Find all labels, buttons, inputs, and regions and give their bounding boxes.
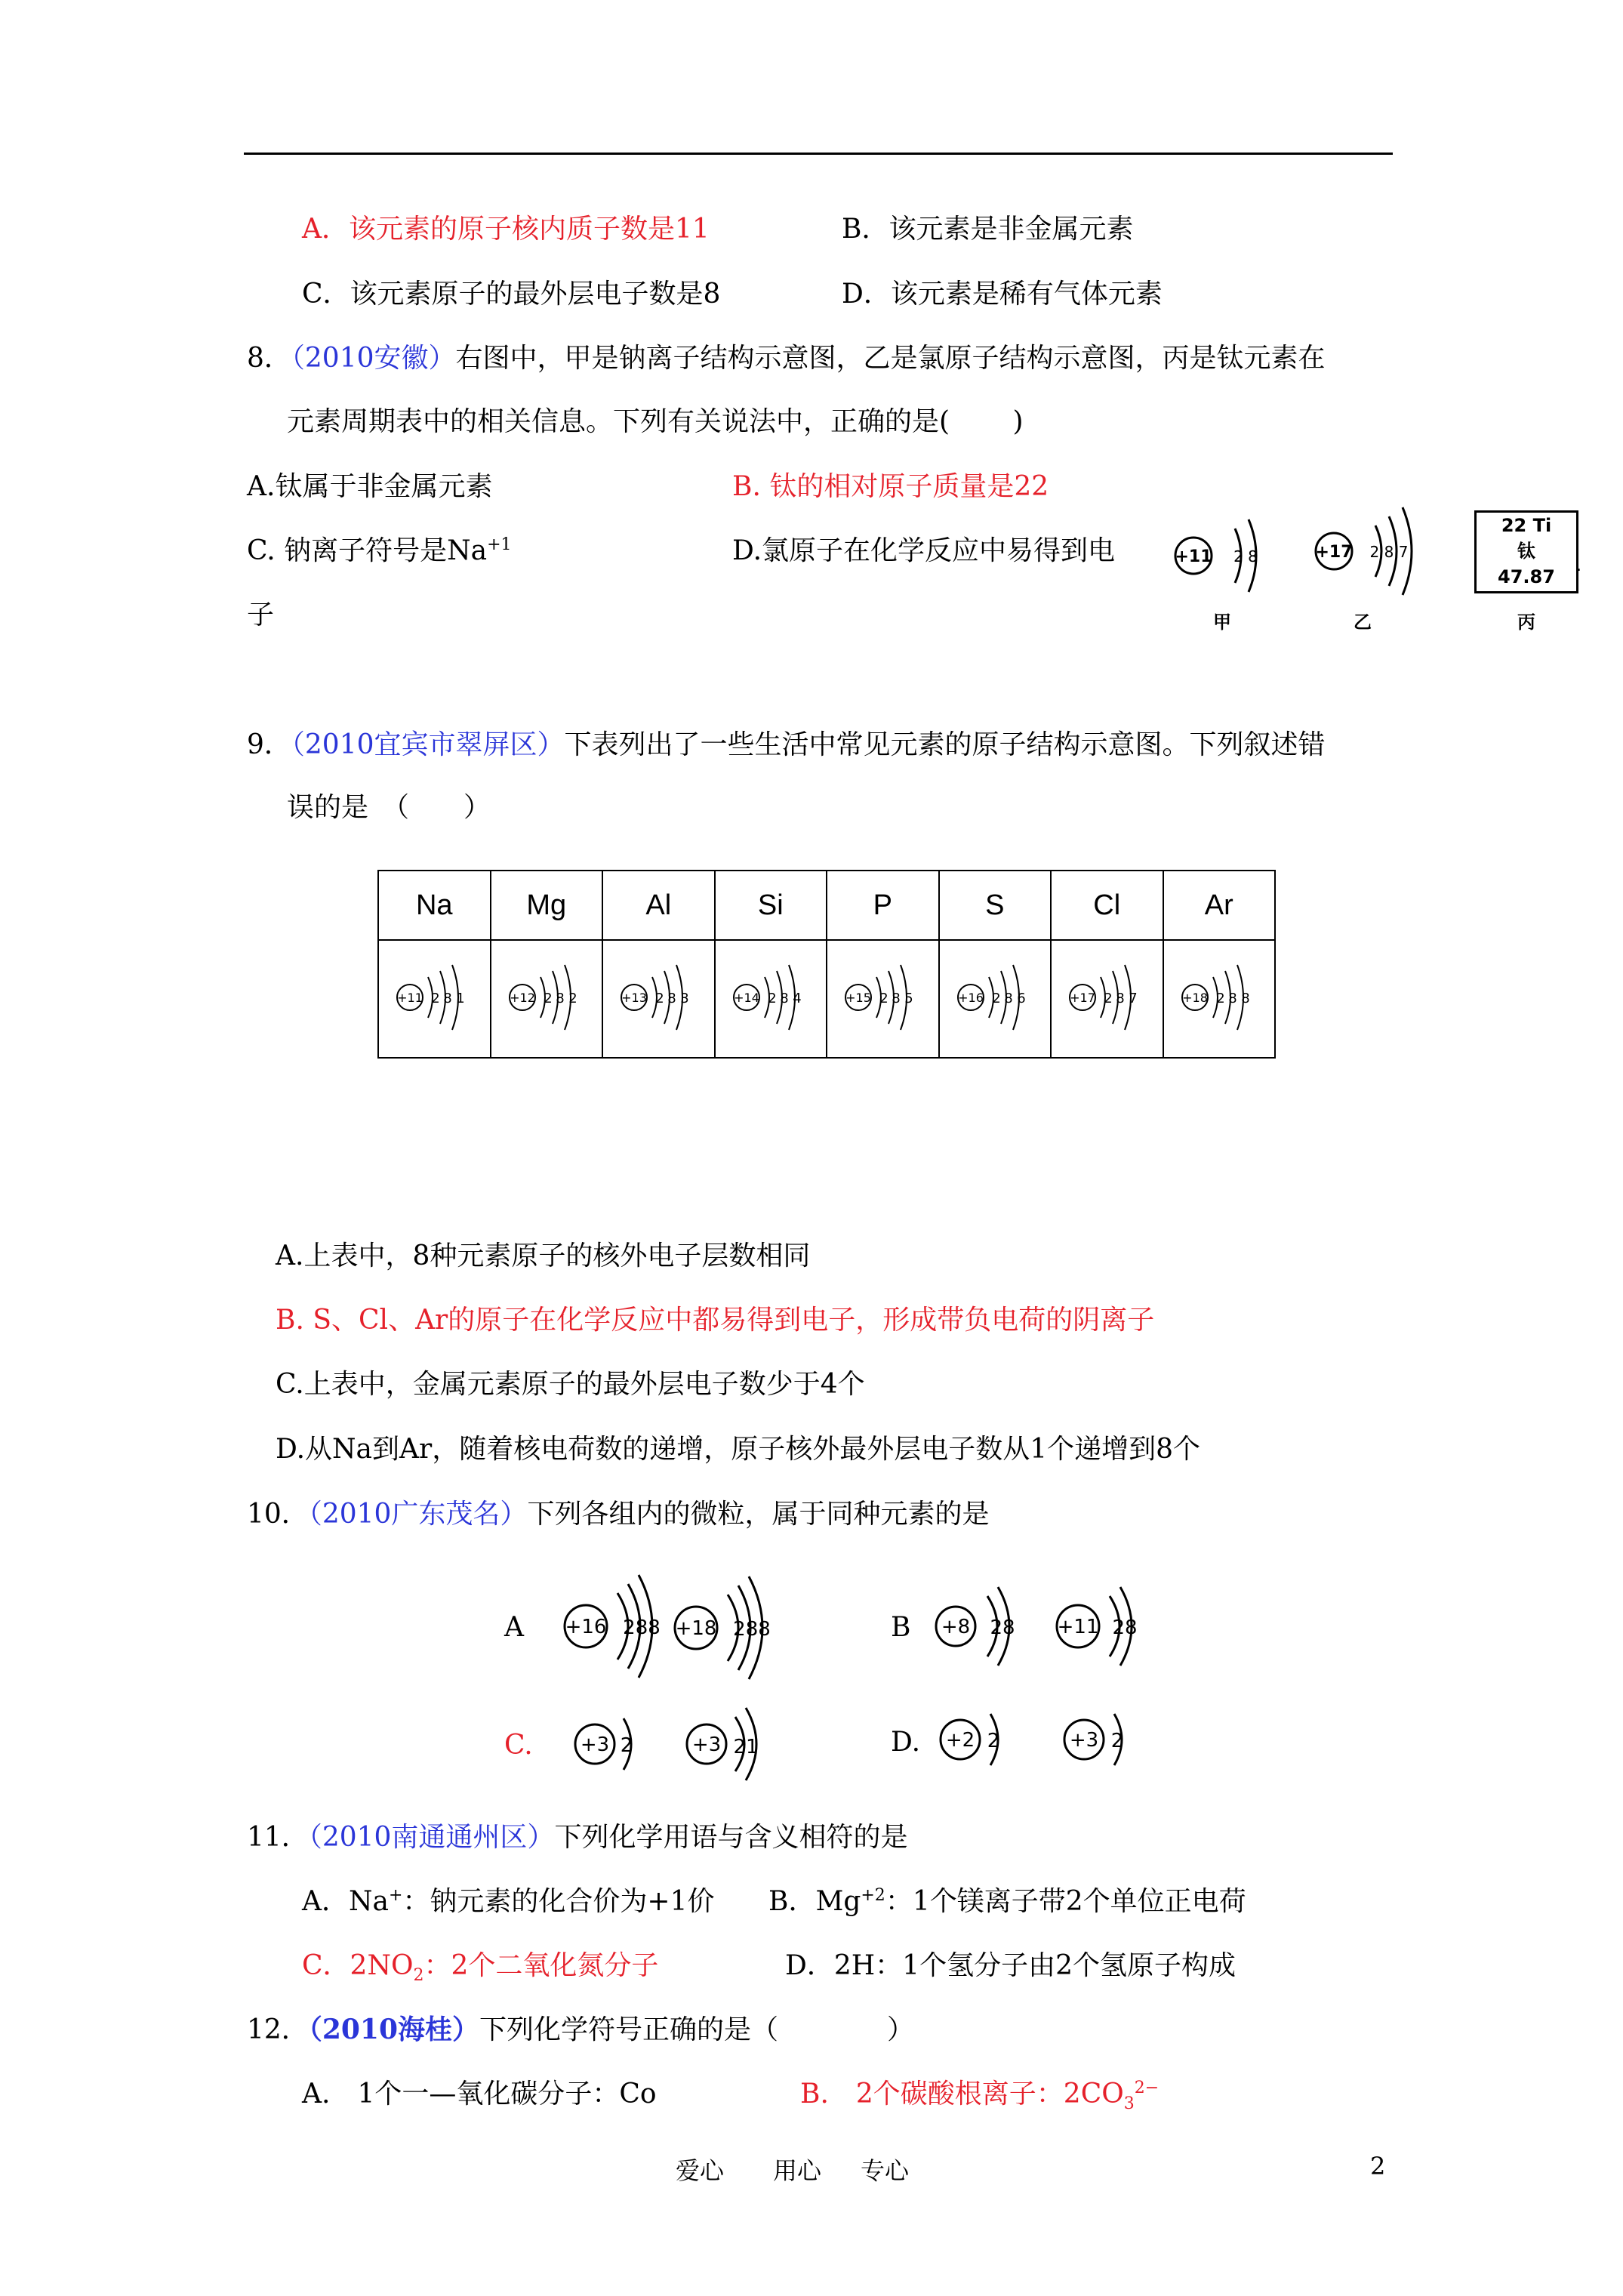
q12-option-a: A. 1个一—氧化碳分子：Co — [302, 2079, 657, 2110]
b2-nucleus: +11 — [1057, 1616, 1099, 1638]
bing-label: 丙 — [1517, 612, 1535, 633]
q11-a-charge: + — [388, 1886, 403, 1905]
q7-option-d: D．该元素是稀有气体元素 — [842, 279, 1163, 310]
atom-nucleus: +18 — [1181, 991, 1208, 1005]
q11-a-meaning: ：钠元素的化合价为+1价 — [402, 1886, 715, 1917]
q11-number: 11． — [247, 1822, 309, 1853]
q9-option-a: A.上表中，8种元素原子的核外电子层数相同 — [276, 1240, 811, 1271]
d1-shells: 2 — [987, 1730, 1000, 1752]
shell-electrons: 8 — [892, 991, 901, 1006]
shell-electrons: 2 — [544, 991, 553, 1006]
shell-electrons: 8 — [1004, 991, 1013, 1006]
shell-electrons: 8 — [443, 991, 452, 1006]
shell-electrons: 2 — [1216, 991, 1225, 1006]
atom-diagram — [389, 956, 479, 1039]
q9-number: 9． — [247, 729, 291, 760]
element-diagram-cell — [491, 940, 603, 1058]
c2-shells: 21 — [733, 1736, 759, 1758]
q12-b-subscript: 3 — [1123, 2094, 1135, 2114]
q8-option-d-cont: 子 — [247, 599, 275, 630]
shell-electrons: 8 — [1228, 991, 1237, 1006]
ti-name: 钛 — [1517, 541, 1535, 562]
q10-option-d-label: D. — [891, 1727, 921, 1758]
q10-stem — [247, 1498, 989, 1530]
shell-electrons: 8 — [1241, 991, 1250, 1006]
header-rule — [244, 153, 1393, 155]
a2-nucleus: +18 — [675, 1617, 717, 1640]
element-symbol-cell: Si — [715, 871, 827, 940]
q11-option-b — [768, 1885, 1246, 1918]
q11-c-formula: C．2NO — [302, 1950, 414, 1981]
q11-stem-text: 下列化学用语与含义相符的是 — [554, 1822, 908, 1853]
element-diagram-cell — [715, 940, 827, 1058]
q7-option-c: C．该元素原子的最外层电子数是8 — [302, 279, 721, 310]
q11-option-d: D．2H：1个氢分子由2个氢原子构成 — [785, 1950, 1236, 1981]
q8-stem-line2: 元素周期表中的相关信息。下列有关说法中，正确的是( ) — [287, 406, 1024, 437]
shell-electrons: 3 — [680, 991, 689, 1006]
q7-option-a: A．该元素的原子核内质子数是11 — [302, 214, 710, 245]
ti-mass: 47.87 — [1498, 566, 1555, 587]
q8-stem-text: 右图中，甲是钠离子结构示意图，乙是氯原子结构示意图，丙是钛元素在 — [455, 343, 1326, 374]
jia-shells: 2 8 — [1233, 547, 1258, 566]
element-diagram-cell — [1163, 940, 1276, 1058]
shell-electrons: 2 — [431, 991, 440, 1006]
q10-option-b-label: B — [891, 1612, 911, 1643]
q11-source: （2010南通通州区） — [308, 1822, 555, 1853]
atom-nucleus: +17 — [1070, 991, 1096, 1005]
atom-nucleus: +15 — [845, 991, 872, 1005]
element-symbol-row — [378, 871, 1275, 940]
q11-option-a — [302, 1885, 714, 1918]
shell-electrons: 2 — [992, 991, 1001, 1006]
shell-electrons: 5 — [904, 991, 913, 1006]
q11-c-subscript: 2 — [413, 1966, 424, 1986]
d2-nucleus: +3 — [1069, 1729, 1099, 1752]
shell-electrons: 7 — [1129, 991, 1138, 1006]
q8-option-d: D.氯原子在化学反应中易得到电 — [732, 535, 1116, 566]
q9-stem-line2: 误的是 （ ） — [287, 792, 491, 823]
shell-electrons: 8 — [667, 991, 676, 1006]
element-diagram-cell — [827, 940, 939, 1058]
element-diagram-cell — [602, 940, 715, 1058]
element-diagram-cell — [1051, 940, 1163, 1058]
atom-nucleus: +11 — [397, 991, 423, 1005]
element-symbol-cell: Al — [602, 871, 715, 940]
q8-number: 8． — [247, 343, 291, 374]
shell-electrons: 8 — [556, 991, 565, 1006]
shell-electrons: 2 — [768, 991, 777, 1006]
ti-number-symbol: 22 Ti — [1501, 515, 1552, 536]
q12-b-formula: B. 2个碳酸根离子：2CO — [800, 2079, 1124, 2110]
yi-nucleus: +17 — [1315, 543, 1353, 562]
element-diagram-row — [378, 940, 1275, 1058]
a1-nucleus: +16 — [565, 1616, 607, 1638]
q12-stem-text: 下列化学符号正确的是（ ） — [479, 2014, 915, 2045]
q11-c-meaning: ：2个二氧化氮分子 — [423, 1950, 659, 1981]
footer-motto-1: 爱心 — [676, 2156, 725, 2185]
q10-figure — [544, 1563, 1185, 1804]
q9-option-b: B. S、Cl、Ar的原子在化学反应中都易得到电子，形成带负电荷的阴离子 — [276, 1305, 1155, 1336]
b1-shells: 28 — [990, 1616, 1015, 1639]
atom-nucleus: +13 — [621, 991, 648, 1005]
shell-electrons: 1 — [456, 991, 465, 1006]
q12-option-b — [800, 2078, 1159, 2115]
q11-a-formula: A．Na — [302, 1886, 389, 1917]
bing-mark: . — [1576, 556, 1581, 575]
shell-electrons: 6 — [1017, 991, 1026, 1006]
q10-number: 10． — [247, 1499, 309, 1530]
atom-nucleus: +14 — [733, 991, 759, 1005]
q8-option-b: B. 钛的相对原子质量是22 — [732, 471, 1049, 502]
shell-electrons: 2 — [568, 991, 577, 1006]
yi-shells: 2 8 7 — [1369, 543, 1409, 561]
element-symbol-cell: Cl — [1051, 871, 1163, 940]
q8-option-c-charge: +1 — [487, 535, 512, 554]
shell-electrons: 8 — [1116, 991, 1125, 1006]
element-symbol-cell: Ar — [1163, 871, 1276, 940]
atom-nucleus: +16 — [957, 991, 984, 1005]
q12-stem — [247, 2014, 914, 2046]
q7-option-b: B．该元素是非金属元素 — [842, 214, 1134, 245]
shell-electrons: 2 — [1104, 991, 1113, 1006]
yi-label: 乙 — [1354, 612, 1372, 633]
c2-nucleus: +3 — [691, 1734, 722, 1756]
q11-option-c — [302, 1949, 658, 1986]
b1-nucleus: +8 — [941, 1616, 971, 1638]
q11-b-meaning: ：1个镁离子带2个单位正电荷 — [885, 1886, 1246, 1917]
q8-option-c-text: C. 钠离子符号是Na — [247, 535, 488, 566]
q10-option-c-label: C. — [504, 1730, 533, 1761]
q9-option-d: D.从Na到Ar，随着核电荷数的递增，原子核外最外层电子数从1个递增到8个 — [276, 1434, 1201, 1465]
footer-motto-2: 用心 — [773, 2156, 822, 2185]
element-symbol-cell: Na — [378, 871, 491, 940]
shell-electrons: 2 — [655, 991, 664, 1006]
titanium-element-box — [1474, 510, 1578, 593]
jia-nucleus: +11 — [1175, 547, 1212, 566]
shell-electrons: 4 — [793, 991, 802, 1006]
q9-option-c: C.上表中，金属元素原子的最外层电子数少于4个 — [276, 1369, 865, 1400]
d1-nucleus: +2 — [945, 1729, 975, 1752]
a2-shells: 288 — [733, 1618, 771, 1641]
element-symbol-cell: Mg — [491, 871, 603, 940]
c1-shells: 2 — [620, 1734, 633, 1757]
atom-diagram — [950, 956, 1040, 1039]
element-symbol-cell: S — [939, 871, 1052, 940]
q8-stem-line1 — [247, 342, 1326, 374]
shell-electrons: 2 — [879, 991, 888, 1006]
atom-nucleus: +12 — [509, 991, 535, 1005]
page-number: 2 — [1370, 2152, 1386, 2180]
element-symbol-cell: P — [827, 871, 939, 940]
d2-shells: 2 — [1110, 1730, 1124, 1752]
element-diagram-cell — [378, 940, 491, 1058]
element-table — [377, 870, 1276, 1059]
q9-source: （2010宜宾市翠屏区） — [291, 729, 565, 760]
jia-label: 甲 — [1213, 612, 1231, 633]
atom-diagram — [1174, 956, 1264, 1039]
q12-b-charge: 2− — [1134, 2079, 1160, 2097]
q9-stem-text: 下表列出了一些生活中常见元素的原子结构示意图。下列叙述错 — [564, 729, 1326, 760]
footer-motto-3: 专心 — [861, 2156, 910, 2185]
q12-source: （2010海桂） — [308, 2014, 480, 2045]
q10-stem-text: 下列各组内的微粒，属于同种元素的是 — [527, 1499, 990, 1530]
atom-diagram — [501, 956, 592, 1039]
atom-diagram — [613, 956, 704, 1039]
q8-option-a: A.钛属于非金属元素 — [247, 471, 493, 502]
c1-nucleus: +3 — [580, 1734, 610, 1756]
q11-b-charge: +2 — [861, 1886, 885, 1905]
atom-diagram — [725, 956, 816, 1039]
element-diagram-cell — [939, 940, 1052, 1058]
q12-number: 12． — [247, 2014, 309, 2045]
q10-source: （2010广东茂名） — [308, 1499, 528, 1530]
b2-shells: 28 — [1112, 1616, 1138, 1639]
q10-option-a-label: A — [504, 1612, 524, 1643]
a1-shells: 288 — [623, 1616, 661, 1639]
q8-source: （2010安徽） — [291, 343, 456, 374]
q9-stem-line1 — [247, 729, 1326, 761]
q11-stem — [247, 1821, 907, 1854]
q8-option-c — [247, 535, 512, 567]
atom-diagram — [1061, 956, 1152, 1039]
shell-electrons: 8 — [780, 991, 789, 1006]
q11-b-formula: B．Mg — [768, 1886, 861, 1917]
atom-diagram — [837, 956, 928, 1039]
